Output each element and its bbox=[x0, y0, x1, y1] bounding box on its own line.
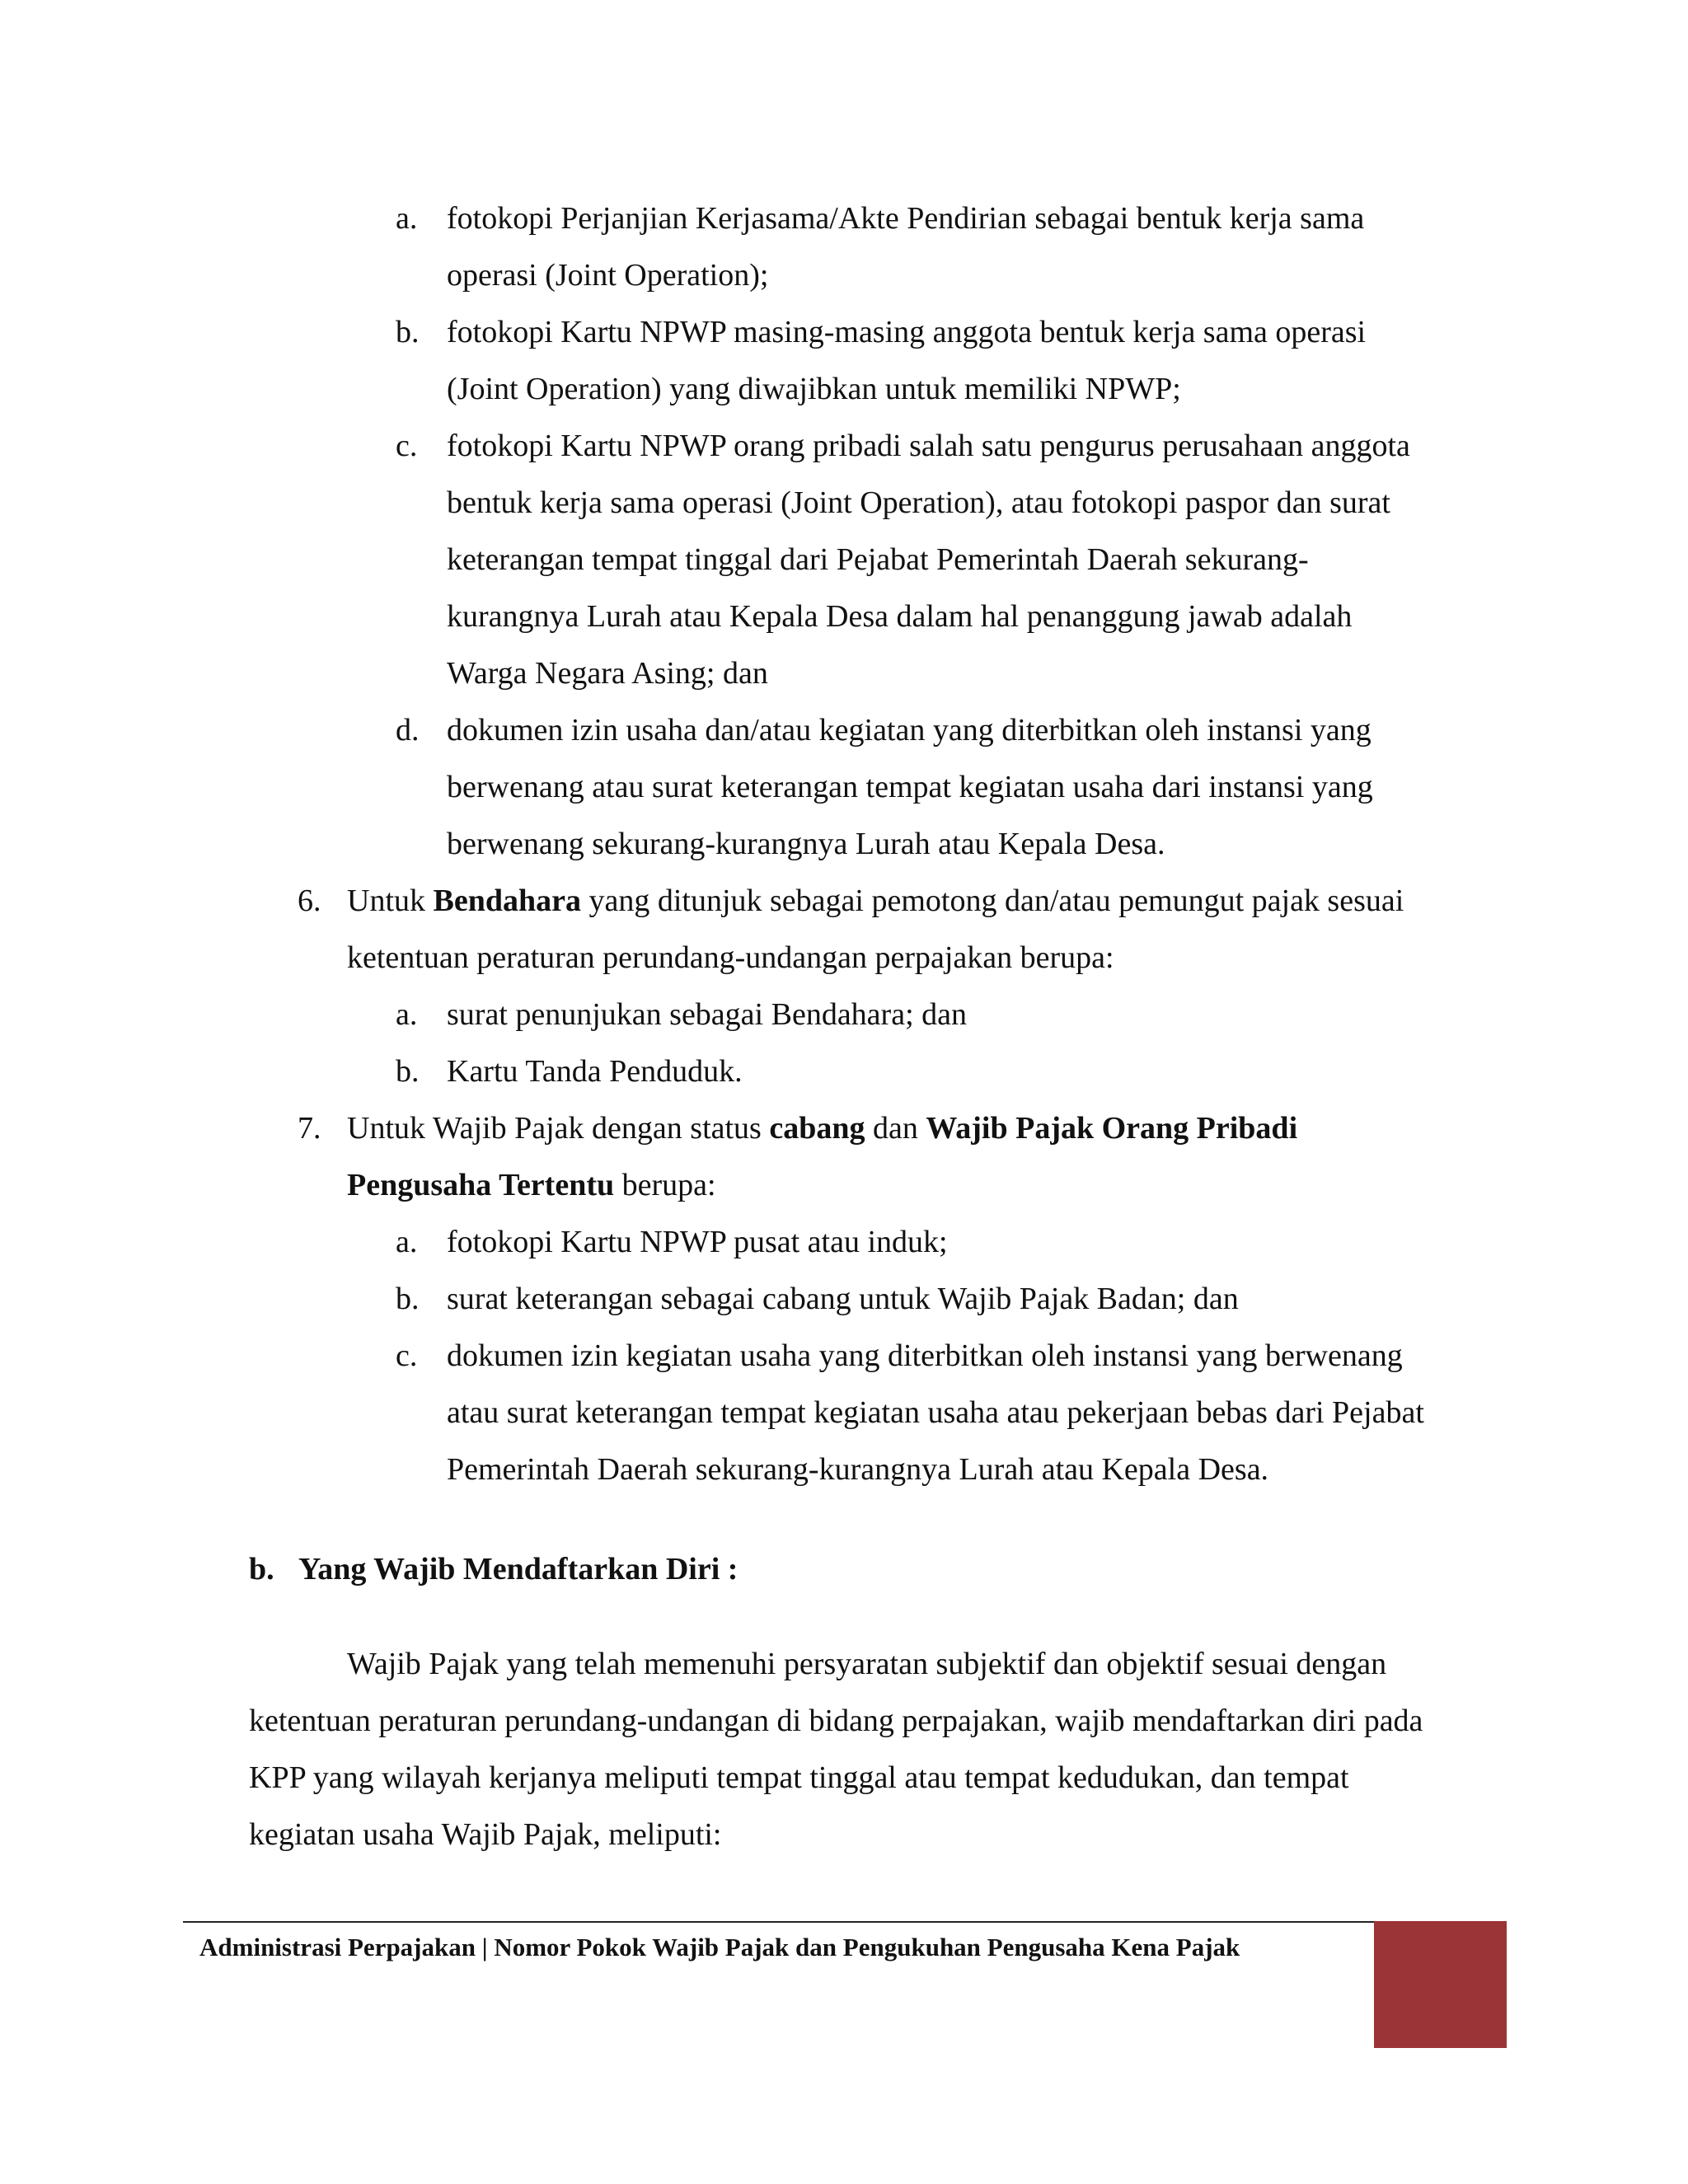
item7-sub-c-line2: atau surat keterangan tempat kegiatan usaha atau pekerjaan bebas dari Pejabat bbox=[447, 1395, 1424, 1430]
list-item-c-line4: kurangnya Lurah atau Kepala Desa dalam hal penanggung jawab adalah bbox=[447, 599, 1353, 634]
paragraph-line3: KPP yang wilayah kerjanya meliputi tempat tinggal atau tempat kedudukan, dan tempat bbox=[249, 1760, 1349, 1795]
footer-accent-box bbox=[1374, 1921, 1507, 2048]
item7-bold2: Wajib Pajak Orang Pribadi bbox=[926, 1111, 1298, 1146]
item7-sub-a: fotokopi Kartu NPWP pusat atau induk; bbox=[447, 1225, 948, 1259]
footer-running-title: Administrasi Perpajakan | Nomor Pokok Wajib Pajak dan Pengukuhan Pengusaha Kena Pajak bbox=[199, 1933, 1240, 1961]
list-marker-6: 6. bbox=[298, 883, 321, 918]
item6-sub-b: Kartu Tanda Penduduk. bbox=[447, 1054, 743, 1089]
item7-bold1: cabang bbox=[769, 1111, 865, 1146]
item7-sub-marker-b: b. bbox=[396, 1282, 420, 1316]
item7-sub-b: surat keterangan sebagai cabang untuk Wajib Pajak Badan; dan bbox=[447, 1282, 1239, 1316]
list-item-d-line3: berwenang sekurang-kurangnya Lurah atau Kepala Desa. bbox=[447, 827, 1165, 861]
list-item-c-line2: bentuk kerja sama operasi (Joint Operation), atau fotokopi paspor dan surat bbox=[447, 485, 1390, 520]
item6-pre: Untuk bbox=[347, 883, 434, 918]
list-marker-d: d. bbox=[396, 713, 420, 748]
item6-bold: Bendahara bbox=[433, 883, 581, 918]
item7-mid: dan bbox=[865, 1111, 926, 1146]
item6-sub-a: surat penunjukan sebagai Bendahara; dan bbox=[447, 997, 967, 1032]
footer-divider bbox=[183, 1921, 1507, 1923]
paragraph-line2: ketentuan peraturan perundang-undangan di bidang perpajakan, wajib mendaftarkan diri pada bbox=[249, 1704, 1423, 1738]
item6-sub-marker-b: b. bbox=[396, 1054, 420, 1089]
list-marker-a: a. bbox=[396, 201, 418, 236]
list-item-c-line5: Warga Negara Asing; dan bbox=[447, 656, 768, 691]
list-item-c-line3: keterangan tempat tinggal dari Pejabat Pemerintah Daerah sekurang- bbox=[447, 542, 1309, 577]
list-item-b-line2: (Joint Operation) yang diwajibkan untuk memiliki NPWP; bbox=[447, 372, 1181, 406]
item6-post: yang ditunjuk sebagai pemotong dan/atau pemungut pajak sesuai bbox=[580, 883, 1404, 918]
item6-line2: ketentuan peraturan perundang-undangan perpajakan berupa: bbox=[347, 940, 1114, 975]
section-b-marker: b. bbox=[249, 1552, 274, 1586]
paragraph-line1: Wajib Pajak yang telah memenuhi persyaratan subjektif dan objektif sesuai dengan bbox=[347, 1647, 1387, 1681]
item7-sub-marker-c: c. bbox=[396, 1338, 418, 1373]
item7-post2: berupa: bbox=[614, 1168, 716, 1202]
list-item-b-line1: fotokopi Kartu NPWP masing-masing anggota bentuk kerja sama operasi bbox=[447, 315, 1367, 349]
paragraph-line4: kegiatan usaha Wajib Pajak, meliputi: bbox=[249, 1817, 722, 1852]
list-marker-b: b. bbox=[396, 315, 420, 349]
item6-sub-marker-a: a. bbox=[396, 997, 418, 1032]
list-item-a-line2: operasi (Joint Operation); bbox=[447, 258, 769, 293]
list-item-a-line1: fotokopi Perjanjian Kerjasama/Akte Pendirian sebagai bentuk kerja sama bbox=[447, 201, 1365, 236]
list-marker-7: 7. bbox=[298, 1111, 321, 1146]
list-item-d-line1: dokumen izin usaha dan/atau kegiatan yang diterbitkan oleh instansi yang bbox=[447, 713, 1372, 748]
item7-sub-marker-a: a. bbox=[396, 1225, 418, 1259]
item7-bold3: Pengusaha Tertentu bbox=[347, 1168, 615, 1202]
item6-line1 bbox=[347, 882, 1404, 920]
item7-sub-c-line3: Pemerintah Daerah sekurang-kurangnya Lurah atau Kepala Desa. bbox=[447, 1452, 1269, 1487]
list-item-d-line2: berwenang atau surat keterangan tempat kegiatan usaha dari instansi yang bbox=[447, 770, 1373, 804]
list-item-c-line1: fotokopi Kartu NPWP orang pribadi salah satu pengurus perusahaan anggota bbox=[447, 429, 1410, 463]
list-marker-c: c. bbox=[396, 429, 418, 463]
item7-pre: Untuk Wajib Pajak dengan status bbox=[347, 1111, 770, 1146]
item7-line2 bbox=[347, 1166, 716, 1204]
item7-sub-c-line1: dokumen izin kegiatan usaha yang diterbitkan oleh instansi yang berwenang bbox=[447, 1338, 1403, 1373]
section-b-title: Yang Wajib Mendaftarkan Diri : bbox=[298, 1552, 738, 1586]
item7-line1 bbox=[347, 1109, 1297, 1147]
